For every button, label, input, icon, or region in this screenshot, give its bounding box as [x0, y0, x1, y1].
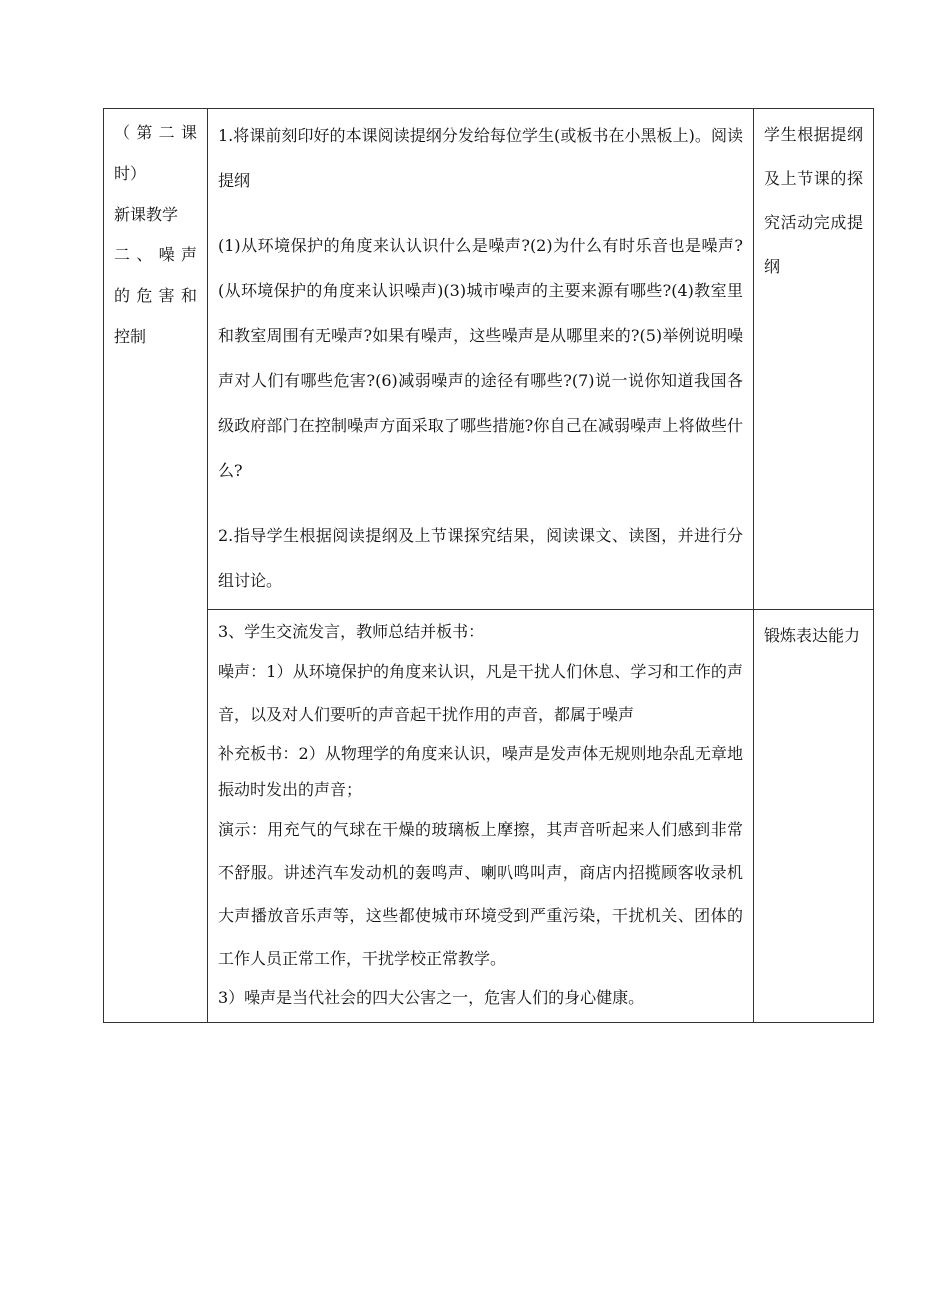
- section-line: 二、噪声: [114, 245, 197, 265]
- student-activity-cell: [754, 109, 874, 610]
- teaching-content-cell: [208, 610, 754, 1023]
- section-line: 新课教学: [114, 204, 179, 224]
- section-line: 时）: [114, 163, 147, 183]
- section-line: （第二课: [114, 123, 197, 142]
- student-activity-cell: [754, 610, 874, 1023]
- teaching-content-cell: [208, 109, 754, 610]
- content-paragraph: (1)从环境保护的角度来认认识什么是噪声?(2)为什么有时乐音也是噪声?(从环境保护的角度来认识噪声)(3)城市噪声的主要来源有哪些?(4)教室里和教室周围有无噪声?如果有噪声，这些噪声是从哪里来的?(5)举例说明噪声对人们有哪些危害?(6)减弱噪声的途径有哪些?(7)说一说你知道我国各级政府部门在控制噪声方面采取了哪些措施?你自己在减弱噪声上将做些什么?: [218, 236, 743, 480]
- table-row: [104, 610, 874, 1023]
- section-line: 的危害和: [114, 286, 197, 306]
- content-line: 演示：用充气的气球在干燥的玻璃板上摩擦，其声音听起来人们感到非常不舒服。讲述汽车发动机的轰鸣声、喇叭鸣叫声，商店内招揽顾客收录机大声播放音乐声等，这些都使城市环境受到严重污染，干扰机关、团体的工作人员正常工作，干扰学校正常教学。: [218, 820, 743, 968]
- lesson-plan-table: [103, 108, 874, 1023]
- content-line: 3）噪声是当代社会的四大公害之一，危害人们的身心健康。: [218, 988, 645, 1007]
- content-paragraph: 1.将课前刻印好的本课阅读提纲分发给每位学生(或板书在小黑板上)。阅读提纲: [218, 126, 743, 190]
- content-line: 噪声：1）从环境保护的角度来认识，凡是干扰人们休息、学习和工作的声音，以及对人们要听的声音起干扰作用的声音，都属于噪声: [218, 662, 743, 724]
- content-line: 补充板书：2）从物理学的角度来认识，噪声是发声体无规则地杂乱无章地振动时发出的声音；: [218, 744, 743, 799]
- content-line: 3、学生交流发言，教师总结并板书：: [218, 622, 485, 641]
- lesson-section-cell: [104, 109, 208, 1023]
- table-row: [104, 109, 874, 610]
- content-paragraph: 2.指导学生根据阅读提纲及上节课探究结果，阅读课文、读图，并进行分组讨论。: [218, 526, 743, 590]
- activity-note: 学生根据提纲及上节课的探究活动完成提纲: [764, 125, 863, 276]
- activity-note: 锻炼表达能力: [764, 626, 861, 645]
- section-line: 控制: [114, 326, 147, 346]
